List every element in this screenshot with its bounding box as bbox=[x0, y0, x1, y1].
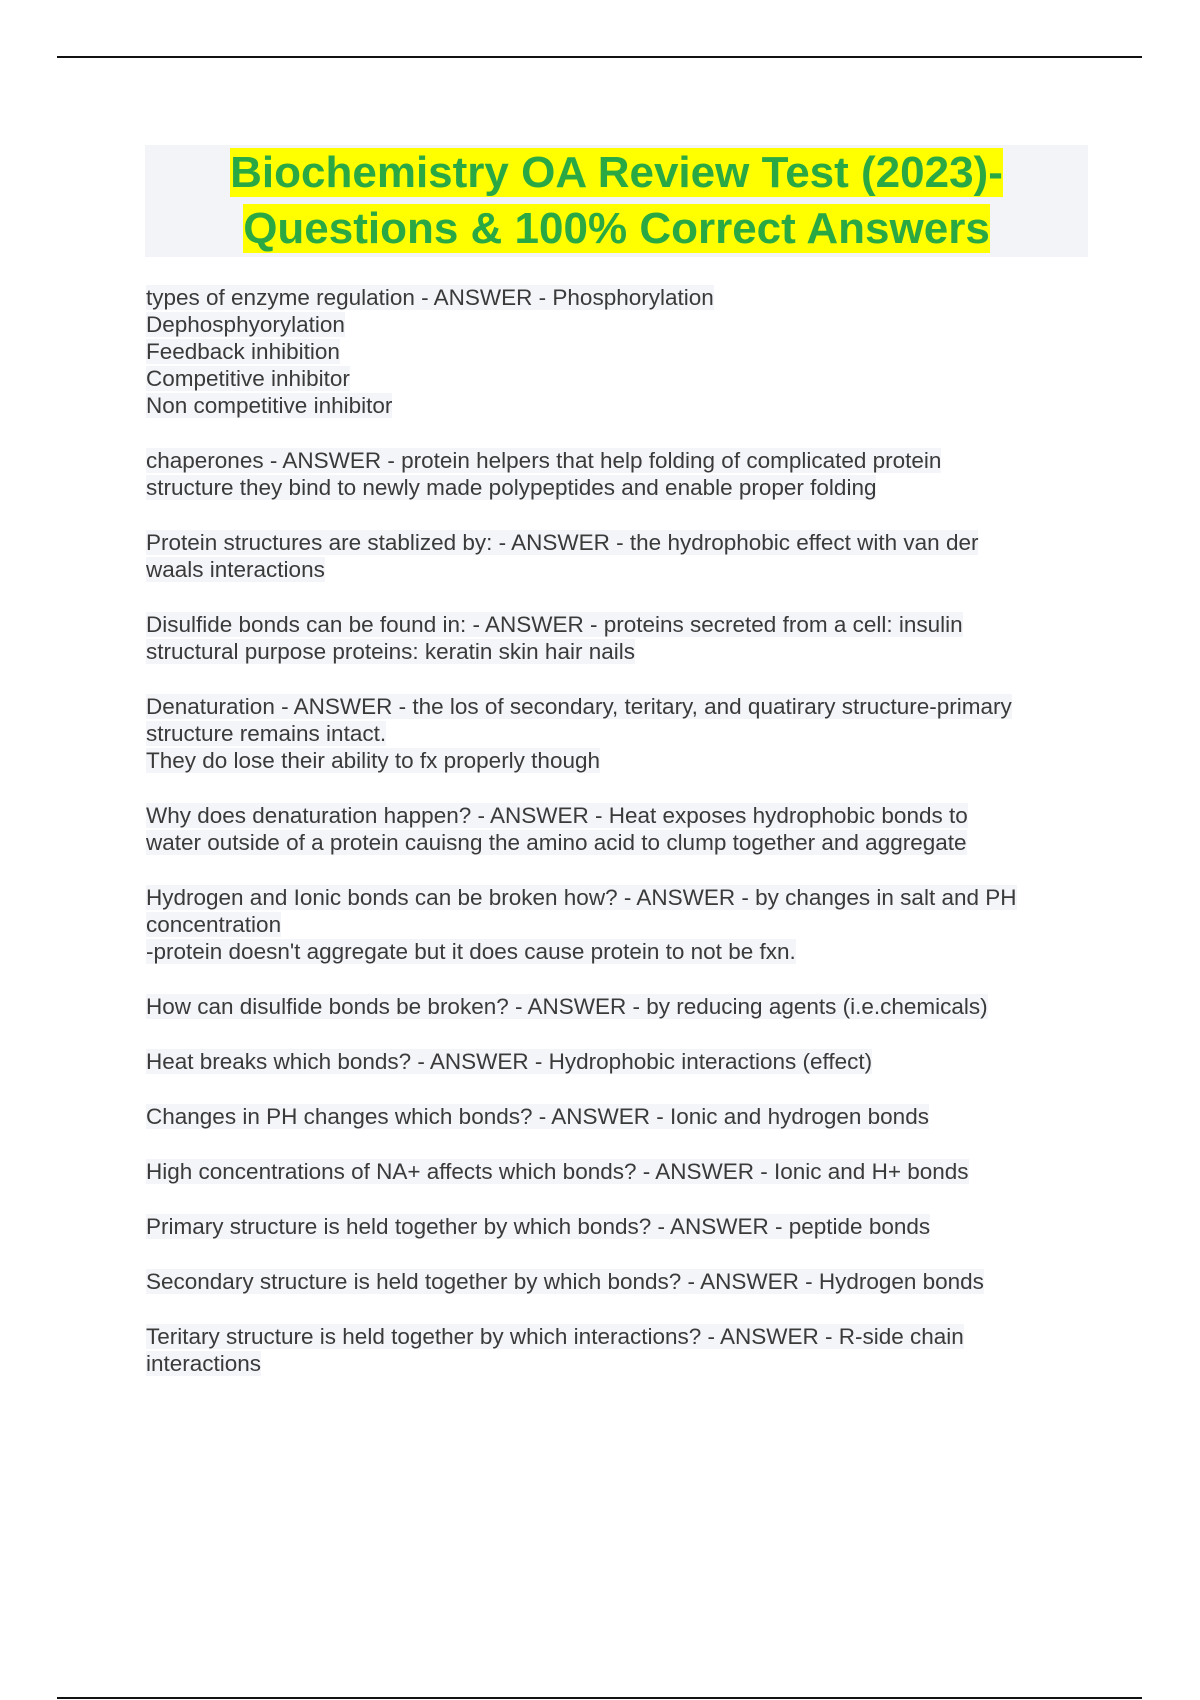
qa-item bbox=[146, 802, 1086, 856]
qa-line: Teritary structure is held together by which interactions? - ANSWER - R-side chain bbox=[146, 1324, 964, 1349]
qa-item bbox=[146, 1048, 1086, 1075]
qa-line: Changes in PH changes which bonds? - ANSWER - Ionic and hydrogen bonds bbox=[146, 1104, 929, 1129]
qa-item bbox=[146, 1103, 1086, 1130]
qa-line: Hydrogen and Ionic bonds can be broken how? - ANSWER - by changes in salt and PH bbox=[146, 885, 1017, 910]
qa-line: Denaturation - ANSWER - the los of secondary, teritary, and quatirary structure-primary bbox=[146, 694, 1012, 719]
qa-item bbox=[146, 1323, 1086, 1377]
qa-line: interactions bbox=[146, 1351, 262, 1376]
qa-line: Protein structures are stablized by: - ANSWER - the hydrophobic effect with van der bbox=[146, 530, 979, 555]
qa-line: How can disulfide bonds be broken? - ANSWER - by reducing agents (i.e.chemicals) bbox=[146, 994, 988, 1019]
qa-item bbox=[146, 1213, 1086, 1240]
qa-item bbox=[146, 447, 1086, 501]
qa-line: types of enzyme regulation - ANSWER - Phosphorylation bbox=[146, 285, 714, 310]
title-line-1: Biochemistry OA Review Test (2023)- bbox=[230, 148, 1003, 197]
qa-item bbox=[146, 693, 1086, 774]
qa-item bbox=[146, 284, 1086, 419]
qa-line: structural purpose proteins: keratin skin hair nails bbox=[146, 639, 635, 664]
top-rule bbox=[57, 56, 1142, 58]
qa-line: waals interactions bbox=[146, 557, 325, 582]
qa-line: Why does denaturation happen? - ANSWER - Heat exposes hydrophobic bonds to bbox=[146, 803, 968, 828]
qa-line: They do lose their ability to fx properly though bbox=[146, 748, 600, 773]
qa-line: Feedback inhibition bbox=[146, 339, 340, 364]
document-title bbox=[145, 145, 1088, 257]
qa-line: Non competitive inhibitor bbox=[146, 393, 393, 418]
qa-list bbox=[146, 284, 1086, 1405]
qa-line: Competitive inhibitor bbox=[146, 366, 350, 391]
qa-line: Heat breaks which bonds? - ANSWER - Hydrophobic interactions (effect) bbox=[146, 1049, 873, 1074]
qa-item bbox=[146, 1158, 1086, 1185]
qa-line: -protein doesn't aggregate but it does cause protein to not be fxn. bbox=[146, 939, 796, 964]
qa-item bbox=[146, 611, 1086, 665]
title-line-2: Questions & 100% Correct Answers bbox=[243, 204, 990, 253]
qa-line: Primary structure is held together by which bonds? - ANSWER - peptide bonds bbox=[146, 1214, 931, 1239]
qa-line: High concentrations of NA+ affects which bonds? - ANSWER - Ionic and H+ bonds bbox=[146, 1159, 969, 1184]
qa-line: Dephosphyorylation bbox=[146, 312, 345, 337]
qa-line: Disulfide bonds can be found in: - ANSWER - proteins secreted from a cell: insulin bbox=[146, 612, 963, 637]
qa-line: Secondary structure is held together by which bonds? - ANSWER - Hydrogen bonds bbox=[146, 1269, 984, 1294]
qa-item bbox=[146, 993, 1086, 1020]
qa-line: structure they bind to newly made polypeptides and enable proper folding bbox=[146, 475, 877, 500]
qa-line: chaperones - ANSWER - protein helpers that help folding of complicated protein bbox=[146, 448, 942, 473]
qa-line: structure remains intact. bbox=[146, 721, 387, 746]
qa-item bbox=[146, 1268, 1086, 1295]
qa-line: water outside of a protein cauisng the amino acid to clump together and aggregate bbox=[146, 830, 967, 855]
qa-item bbox=[146, 884, 1086, 965]
bottom-rule bbox=[57, 1697, 1142, 1699]
qa-line: concentration bbox=[146, 912, 282, 937]
qa-item bbox=[146, 529, 1086, 583]
